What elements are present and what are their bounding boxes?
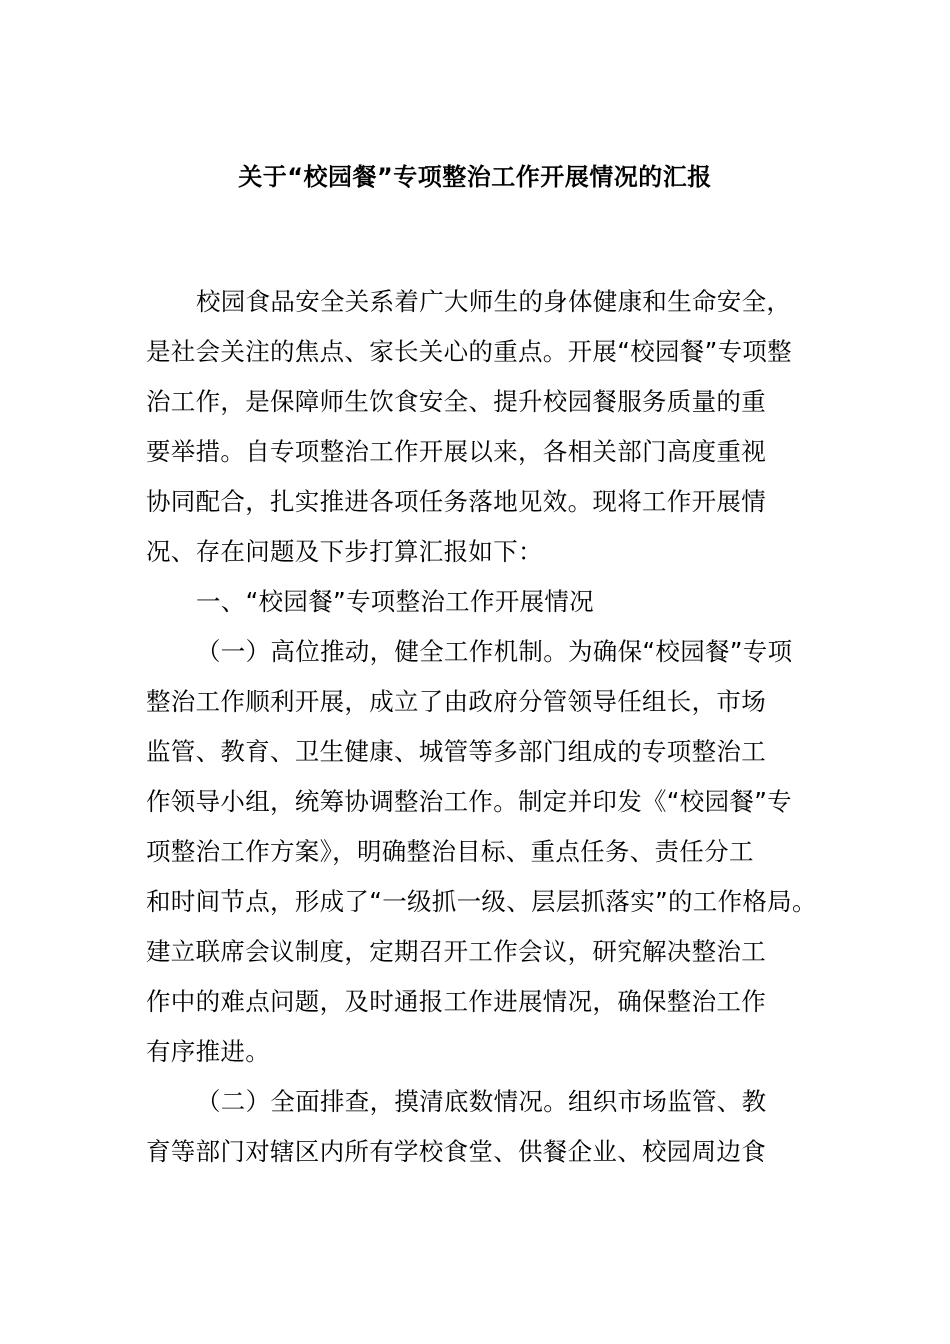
paragraph-line: 整治工作顺利开展，成立了由政府分管领导任组长，市场 bbox=[146, 687, 766, 716]
paragraph-line: 治工作，是保障师生饮食安全、提升校园餐服务质量的重 bbox=[146, 387, 766, 416]
document-title: 关于“校园餐”专项整治工作开展情况的汇报 bbox=[238, 163, 712, 191]
paragraph-line: 项整治工作方案》，明确整治目标、重点任务、责任分工 bbox=[146, 837, 754, 866]
paragraph-line: 作中的难点问题，及时通报工作进展情况，确保整治工作 bbox=[146, 987, 766, 1016]
paragraph-line: 和时间节点，形成了“一级抓一级、层层抓落实”的工作格局。 bbox=[146, 887, 817, 916]
paragraph-line: 校园食品安全关系着广大师生的身体健康和生命安全， bbox=[196, 287, 792, 316]
paragraph-line: （二）全面排查，摸清底数情况。组织市场监管、教 bbox=[196, 1087, 767, 1116]
paragraph-line: 作领导小组，统筹协调整治工作。制定并印发《“校园餐”专 bbox=[146, 787, 792, 816]
paragraph-line: 是社会关注的焦点、家长关心的重点。开展“校园餐”专项整 bbox=[146, 337, 792, 366]
paragraph-line: 育等部门对辖区内所有学校食堂、供餐企业、校园周边食 bbox=[146, 1137, 766, 1166]
paragraph-line: 况、存在问题及下步打算汇报如下： bbox=[146, 537, 543, 566]
paragraph-line: 建立联席会议制度，定期召开工作会议，研究解决整治工 bbox=[146, 937, 766, 966]
paragraph-line: （一）高位推动，健全工作机制。为确保“校园餐”专项 bbox=[196, 637, 793, 666]
paragraph-line: 协同配合，扎实推进各项任务落地见效。现将工作开展情 bbox=[146, 487, 766, 516]
paragraph-line: 有序推进。 bbox=[146, 1037, 270, 1066]
section-heading: 一、“校园餐”专项整治工作开展情况 bbox=[196, 587, 594, 616]
paragraph-line: 要举措。自专项整治工作开展以来，各相关部门高度重视 bbox=[146, 437, 766, 466]
paragraph-line: 监管、教育、卫生健康、城管等多部门组成的专项整治工 bbox=[146, 737, 766, 766]
